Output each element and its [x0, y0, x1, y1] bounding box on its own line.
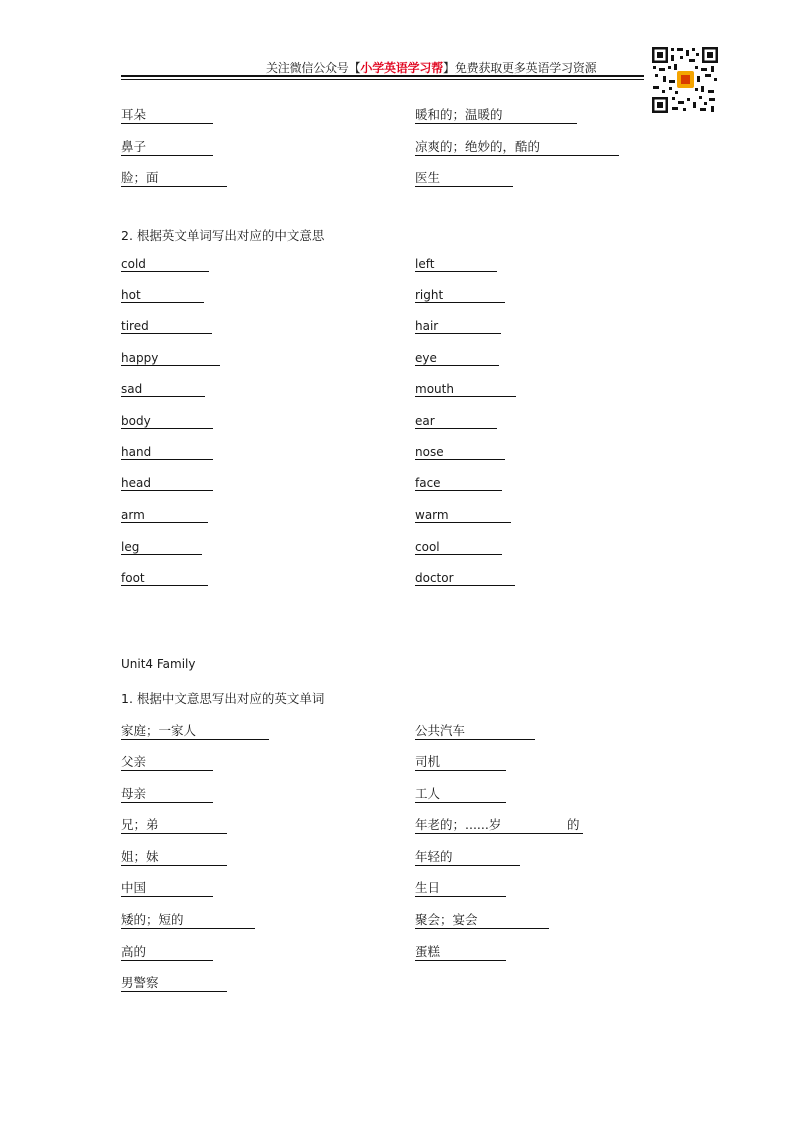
answer-line[interactable]: [415, 739, 535, 740]
answer-line[interactable]: [121, 396, 205, 397]
answer-line[interactable]: [415, 428, 497, 429]
answer-line[interactable]: [121, 770, 213, 771]
answer-line[interactable]: [415, 365, 499, 366]
en-item: left: [415, 257, 497, 272]
answer-line[interactable]: [415, 396, 516, 397]
answer-line[interactable]: [415, 186, 513, 187]
header-bracket-close: 】: [443, 61, 455, 75]
answer-line[interactable]: [121, 865, 227, 866]
answer-line[interactable]: [121, 802, 213, 803]
en-item: leg: [121, 540, 202, 555]
answer-line[interactable]: [121, 490, 213, 491]
zh-item: 母亲: [121, 784, 213, 803]
en-item: foot: [121, 571, 208, 586]
header-bracket-open: 【: [348, 61, 361, 75]
answer-line[interactable]: [121, 554, 202, 555]
en-item: nose: [415, 445, 505, 460]
header-banner: [266, 59, 596, 76]
en-item: hand: [121, 445, 213, 460]
en-item: eye: [415, 351, 499, 366]
zh-item-suffix: 的: [567, 817, 580, 832]
header-rule-thin: [121, 79, 644, 80]
header-brand: 小学英语学习帮: [360, 61, 444, 75]
en-item: happy: [121, 351, 220, 366]
en-item: ear: [415, 414, 497, 429]
answer-line[interactable]: [121, 186, 227, 187]
answer-line[interactable]: [415, 554, 502, 555]
answer-line[interactable]: [121, 928, 255, 929]
en-item: arm: [121, 508, 208, 523]
zh-item: 家庭；一家人: [121, 721, 269, 740]
answer-line[interactable]: [415, 865, 520, 866]
answer-line[interactable]: [415, 333, 501, 334]
en-item: face: [415, 476, 502, 491]
en-item: cold: [121, 257, 209, 272]
answer-line[interactable]: [121, 155, 213, 156]
zh-item: 医生: [415, 168, 513, 187]
zh-item: 年轻的: [415, 847, 520, 866]
en-item: cool: [415, 540, 502, 555]
header-suffix: 免费获取更多英语学习资源: [454, 61, 597, 75]
answer-line[interactable]: [415, 960, 506, 961]
answer-line[interactable]: [121, 459, 213, 460]
header-rule: [121, 75, 644, 77]
en-item: head: [121, 476, 213, 491]
en-item: body: [121, 414, 213, 429]
zh-item: 蛋糕: [415, 942, 506, 961]
answer-line[interactable]: [121, 428, 213, 429]
en-item: sad: [121, 382, 205, 397]
zh-item: 司机: [415, 752, 506, 771]
en-item: doctor: [415, 571, 515, 586]
answer-line[interactable]: [121, 333, 212, 334]
zh-item: 中国: [121, 878, 213, 897]
answer-line[interactable]: [415, 928, 549, 929]
answer-line[interactable]: [415, 522, 511, 523]
answer-line[interactable]: [415, 802, 506, 803]
answer-line[interactable]: [121, 302, 204, 303]
zh-item: 年老的；......岁 的: [415, 815, 583, 834]
answer-line[interactable]: [121, 271, 209, 272]
zh-item: 兄；弟: [121, 815, 227, 834]
zh-item: 高的: [121, 942, 213, 961]
answer-line[interactable]: [415, 490, 502, 491]
en-item: right: [415, 288, 505, 303]
zh-item: 耳朵: [121, 105, 213, 124]
answer-line[interactable]: [121, 833, 227, 834]
answer-line[interactable]: [415, 302, 505, 303]
answer-line[interactable]: [121, 522, 208, 523]
en-item: warm: [415, 508, 511, 523]
zh-item: 男警察: [121, 973, 227, 992]
zh-item: 姐；妹: [121, 847, 227, 866]
answer-line[interactable]: [415, 271, 497, 272]
en-item: tired: [121, 319, 212, 334]
zh-item: 凉爽的；绝妙的，酷的: [415, 137, 619, 156]
qr-code-icon: [651, 46, 719, 114]
zh-item: 暖和的；温暖的: [415, 105, 577, 124]
en-item: hot: [121, 288, 204, 303]
answer-line[interactable]: [121, 739, 269, 740]
answer-line[interactable]: [121, 123, 213, 124]
unit4-heading: 1. 根据中文意思写出对应的英文单词: [121, 691, 325, 706]
section2-heading: 2. 根据英文单词写出对应的中文意思: [121, 228, 325, 243]
answer-line[interactable]: [121, 991, 227, 992]
answer-line[interactable]: [415, 833, 583, 834]
answer-line[interactable]: [121, 896, 213, 897]
zh-item: 矮的；短的: [121, 910, 255, 929]
en-item: hair: [415, 319, 501, 334]
en-item: mouth: [415, 382, 516, 397]
unit-title: Unit4 Family: [121, 657, 196, 671]
zh-item: 工人: [415, 784, 506, 803]
zh-item: 鼻子: [121, 137, 213, 156]
answer-line[interactable]: [415, 155, 619, 156]
zh-item: 聚会；宴会: [415, 910, 549, 929]
answer-line[interactable]: [415, 123, 577, 124]
header-prefix: 关注微信公众号: [266, 61, 349, 75]
zh-item: 父亲: [121, 752, 213, 771]
answer-line[interactable]: [415, 585, 515, 586]
zh-item: 脸；面: [121, 168, 227, 187]
zh-item: 生日: [415, 878, 506, 897]
answer-line[interactable]: [415, 770, 506, 771]
answer-line[interactable]: [121, 585, 208, 586]
answer-line[interactable]: [121, 960, 213, 961]
zh-item: 公共汽车: [415, 721, 535, 740]
answer-line[interactable]: [415, 459, 505, 460]
answer-line[interactable]: [415, 896, 506, 897]
answer-line[interactable]: [121, 365, 220, 366]
